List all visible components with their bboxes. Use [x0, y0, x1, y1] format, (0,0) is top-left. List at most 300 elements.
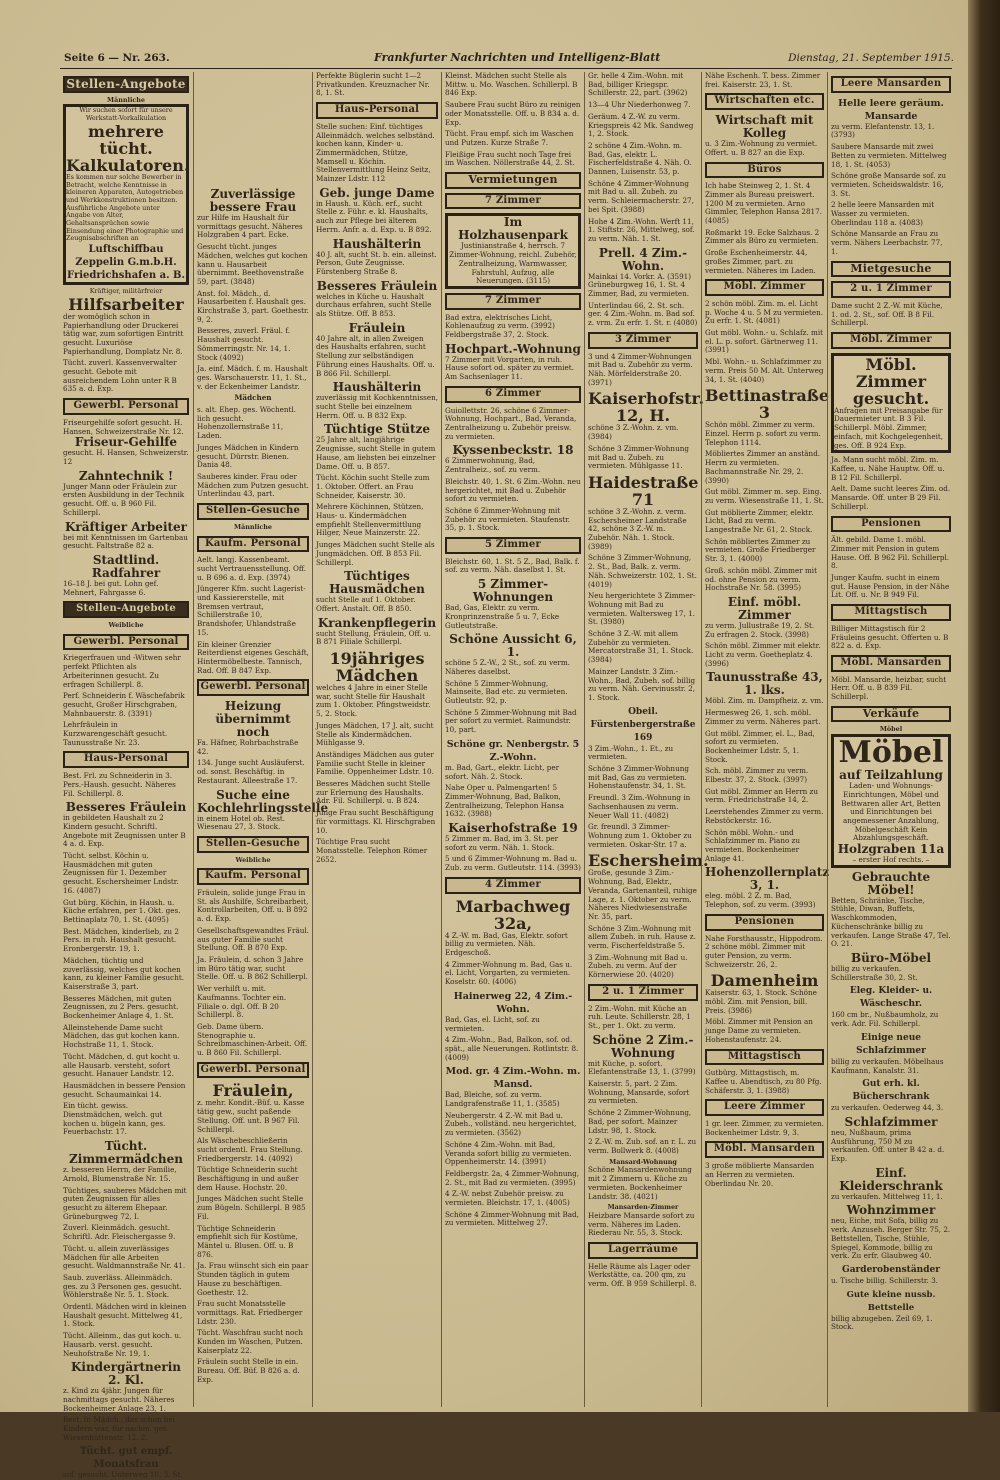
ad [588, 630, 698, 665]
ad-text: Frau sucht Monatsstelle vormittags. Rat. Friedberger Ldstr. 230. [197, 1299, 303, 1326]
section-heading-verkaeufe: Verkäufe [831, 706, 951, 723]
ad-text: Schöne 4 Zim.-Wohn. mit Bad, Veranda sofort billig zu vermieten. Oppenheimerstr. 14. (3991) [445, 1139, 572, 1167]
ad-text: Ich habe Steinweg 2, 1. St. 4 Zimmer als Bureau preiswert. 1200 M zu vermieten. Arno Gimmler, Telephon Hansa 2817. (4085) [705, 181, 822, 226]
ad [197, 927, 309, 953]
column-7 [827, 72, 954, 1407]
ad [588, 823, 698, 849]
ad-body: m. Bad, Gart., elektr. Licht, per sofort. Näh. 2. Stock. [445, 762, 560, 781]
ad [197, 406, 309, 441]
ad-body: z. Kind zu 4jähr. Jungen für nachmittags gesucht. Näheres Bockenheimer Anlage 23, 1. [63, 1386, 175, 1413]
ad [705, 538, 824, 564]
ad-text: Gut möblierte Zimmer, elektr. Licht, Bad zu verm. Langestraße Nr. 61, 2. Stock. [705, 507, 814, 535]
section-heading-stellen-gesuche: Stellen-Gesuche [197, 503, 309, 520]
ad [445, 1112, 581, 1138]
ad [197, 1300, 309, 1326]
ad-text: Schöne 4 Zimmer-Wohnung mit Bad u. all. Zubeh. zu verm. Schleiermacherstr. 27, bei Spit. (3988) [588, 178, 694, 214]
ad-text: Guiollettstr. 26, schöne 6 Zimmer-Wohnung, Hochpart., Bad, Veranda, Zentralheizung u. Zubehör preisw. zu vermieten. [445, 405, 577, 441]
ad [588, 389, 705, 442]
ad-text: Gr. helle 4 Zim.-Wohn. mit Bad, billiger Kriegspr. Schillerstr. 22, part. (3962) [588, 71, 688, 98]
ad [63, 721, 189, 747]
ad [831, 1116, 951, 1164]
ad [197, 1137, 309, 1163]
ad-title: Tüchtiges Hausmädchen [329, 569, 425, 597]
ad [63, 1245, 189, 1271]
ad-title: Gebrauchte Möbel! [851, 869, 931, 897]
ad-body: 7 Zimmer mit Vorgarten, in ruh. Hause sofort od. später zu vermiet. Am Sachsenlager 11. [445, 354, 574, 382]
ad-title: Tücht. gut empf. Monatsfrau [79, 1446, 173, 1471]
ad-text: Zuverl. Kleinmädch. gesucht. Schriftl. Adr. Fleischergasse 9. [63, 1223, 176, 1242]
ad [316, 123, 438, 184]
ad [63, 654, 189, 689]
ad [197, 327, 309, 362]
ad-text: 2 helle leere Mansarden mit Wasser zu vermieten. Oberlindau 118 a. (4083) [831, 200, 935, 227]
ad [831, 676, 951, 702]
column-5 [584, 71, 709, 1407]
ad [588, 1109, 698, 1135]
ad-body: Es kommen nur solche Bewerber in Betracht, welche Kenntnisse in kleineren Apparaten, Autogetrieben und Werkkonstruktionen besitzen. Ausführliche Angebote unter Angabe von Alter, Gehaltsansprüchen sowie Einsendung einer Photographie und Zeugnisabschriften an [66, 172, 184, 243]
ad-text: 13—4 Uhr Niederhonweg 7. [588, 100, 691, 110]
ad-moebl-zimmer-gesucht [831, 353, 951, 454]
ad-title: Zuverlässige bessere Frau [209, 187, 297, 214]
ad [445, 822, 581, 852]
ad-text: Gesucht tücht. junges Mädchen, welches gut kochen kann u. Hausarbeit übernimmt. Beethovenstraße 59, part. (3848) [197, 242, 308, 286]
ad [63, 359, 189, 394]
ad-title: Eleg. Kleider- u. Wäscheschr. [849, 986, 933, 1010]
ad [705, 788, 824, 805]
ad [588, 1080, 698, 1106]
ad-text: Tüchtige Frau sucht Monatsstelle. Telephon Römer 2652. [316, 837, 428, 864]
ad [588, 706, 698, 762]
ad-text: Möbl. Mansarde, heizbar, sucht Herr. Off. u. B 839 Fil. Schillerpl. [831, 674, 947, 702]
ad-body: in gebildeten Haushalt zu 2 Kindern gesucht. Schriftl. Angebote mit Zeugnissen unter B 4 a. d. Exp. [63, 813, 186, 849]
subsection-mansard-wohnung: Mansard-Wohnung [609, 1157, 677, 1166]
ad [831, 536, 951, 571]
section-heading-2-u-1-zimmer: 2 u. 1 Zimmer [831, 281, 951, 298]
ad-text: Schöne Mansardenwohnung mit 2 Zimmern u. Küche zu vermieten. Bockenheimer Landstr. 38. (4021) [588, 1165, 692, 1201]
section-heading-2-u-1-zimmer: 2 u. 1 Zimmer [588, 984, 698, 1001]
ad-text: Besseres, zuverl. Fräul. f. Haushalt gesucht. Sömmerringstr. Nr. 14, 1. Stock (4092) [197, 326, 291, 362]
section-heading-stellen-angebote-2: Stellen-Angebote [63, 601, 189, 618]
ad [197, 1358, 309, 1384]
subsection-mansarden-zimmer: Mansarden-Zimmer [607, 1203, 679, 1212]
ad-text: 2 Z.-W. m. Zub. sof. an r. L. zu verm. Bollwerk 8. (4008) [588, 1137, 697, 1155]
ad [705, 509, 824, 535]
ad-hilfsarbeiter [63, 288, 189, 356]
section-heading-mittagstisch: Mittagstisch [831, 604, 951, 621]
ad-text: Ja. Frau wünscht sich ein paar Stunden täglich in gutem Hause zu beschäftigen. Goethestr. 12. [197, 1261, 309, 1297]
ad-text: Best. Mädchen, kinderlieb, zu 2 Pers. in ruh. Haushalt gesucht. Eronbergerstr. 19, 1. [63, 926, 179, 954]
ad [831, 952, 951, 982]
ad-text: Feldbergstr. 2a, 4 Zimmer-Wohnung, 2. St., mit Bad zu vermieten. (3995) [445, 1168, 579, 1187]
ad-text: Bleichstr. 60, 1. St. 5 Z., Bad, Balk. f. sof. zu verm. Näh. daselbst 1. St. [445, 556, 580, 575]
ad-text: 2 Zim.-Wohn. mit Küche an ruh. Leute. Schillerstr. 28, 1 St., per 1. Okt. zu verm. [588, 1003, 691, 1030]
ad-moebel-teilzahlung [831, 734, 951, 868]
ad-title: Kaiserhofstraße 19 [448, 821, 578, 836]
section-heading-3-zimmer: 3 Zimmer [588, 332, 698, 349]
ad-text: Helle Räume als Lager oder Werkstätte, ca. 200 qm, zu verm. Off. B 959 Schillerpl. 8. [588, 1261, 697, 1289]
ad [705, 249, 824, 275]
ad [63, 692, 189, 718]
ad [445, 1036, 581, 1062]
ad [705, 1069, 824, 1095]
ad [445, 1211, 581, 1228]
ad [197, 188, 309, 240]
ad-title: Schlafzimmer [844, 1114, 938, 1129]
ad-text: Schöne 3 Zimmer-Wohnung mit Bad u. Zubeh. zu vermieten. Mühlgasse 11. [588, 443, 689, 471]
section-heading-gewerbl: Gewerbl. Personal [63, 398, 189, 415]
ad [588, 765, 698, 791]
ad-text: Saubere Mansarde mit zwei Betten zu vermieten. Mittelweg 18, 1. St. (4053) [831, 142, 947, 169]
ad [63, 419, 189, 467]
ad [588, 218, 698, 244]
ad-text: Aelt. langj. Kassenbeamt. sucht Vertrauensstellung. Off. u. B 696 a. d. Exp. (3974) [197, 555, 307, 582]
ad [588, 554, 698, 589]
ad [705, 300, 824, 326]
ad-text: Nahe Oper u. Palmengarten! 5 Zimmer-Wohnung, Bad, Balkon, Zentralheizung, Telephon Hansa 1632. (3988) [445, 783, 564, 819]
ad-body: neu, Eiche, mit Sofa, billig zu verk. Anzuseh. Berger Str. 75, 2. Bettstellen, Tische, Stühle, Spiegel, Kommode, billig zu verk. Zu erfr. Glaubweg 40. [831, 1216, 951, 1261]
ad [197, 641, 309, 676]
ad-text: Fräulein, solide junge Frau in St. als Aushilfe, Schreibarbeit, Kontrollarbeiten, Off. u. B 892 a. d. Exp. [197, 888, 309, 924]
ad [705, 829, 824, 864]
ad-zeppelin [63, 104, 189, 285]
ad-text: Stelle suchen: Einf. tüchtiges Alleinmädch. welches selbständ. kochen kann, Kinder- u. Zimmermädchen, Stütze, Mamsell u. Köchin. Stellenvermittlung Heinz Seitz, Mainzer Ldstr. 112 [316, 121, 435, 184]
ad [445, 898, 581, 958]
ad [316, 617, 438, 647]
section-heading-7-zimmer: 7 Zimmer [445, 193, 581, 210]
ad [445, 633, 581, 676]
ad-body: sof. gesucht. Unterweg 10, 3. St. [63, 1470, 183, 1480]
ad-text: Kleinst. Mädchen sucht Stelle als Mittw. u. Mo. Waschen. Schillerpl. B 846 Exp. [445, 71, 578, 98]
ad [316, 238, 438, 277]
ad-title: Garderobenständer [842, 1264, 940, 1275]
issue-date: Dienstag, 21. September 1915. [788, 52, 954, 64]
ad-text: Schöne 2 Zimmer-Wohnung, Bad, per sofort. Mainzer Ldstr. 98, 1. Stock. [588, 1108, 692, 1135]
column-4 [441, 72, 584, 1407]
ad-title: Kyssenbeckstr. 18 [452, 443, 574, 458]
ad [197, 1225, 309, 1260]
ad [197, 700, 309, 756]
ad-text: Mbl. Wohn.- u. Schlafzimmer zu verm. Preis 50 M. Alt. Unterweg 34, 1. St. (4040) [705, 357, 824, 384]
ad-text: Tücht. u. allein zuverlässiges Mädchen für alle Arbeiten gesucht. Waldmannstraße Nr. 41. [63, 1243, 186, 1271]
ad-text: Gut möbl. Zimmer m. sep. Eing. zu verm. Wiesenstraße 11, 1. St. [705, 487, 824, 505]
ad-text: Tücht. Waschfrau sucht noch Kunden im Waschen, Putzen. Kaiserplatz 22. [197, 1328, 303, 1355]
ad-title: Bettinastraße 3 [705, 386, 830, 423]
ad-body: zu verkaufen. Mittelweg 11, 1. [831, 1191, 943, 1201]
ad-title: Möbel [838, 735, 944, 771]
ad [197, 473, 309, 499]
section-heading-moebl-mansarden: Möbl. Mansarden [831, 655, 951, 672]
ad-title: Eschersheim. [588, 851, 709, 871]
section-heading-moebl-mansarden: Möbl. Mansarden [705, 1141, 824, 1158]
ad [63, 1445, 189, 1480]
ad [705, 767, 824, 784]
ad [445, 709, 581, 735]
section-heading-mittagstisch: Mittagstisch [705, 1049, 824, 1066]
ad [831, 143, 951, 169]
ad-text: Groß. schön möbl. Zimmer mit od. ohne Pension zu verm. Hochstraße Nr. 58. (3995) [705, 565, 817, 593]
ad [63, 801, 189, 849]
ad [588, 1263, 698, 1289]
ad-text: Mainzer Landstr. 3 Zim.-Wohn., Bad, Zubeh. sof. billig zu verm. Näh. Gervinusstr. 2, 1. Stock. [588, 666, 696, 702]
ad [445, 961, 581, 987]
ad-text: Perf. Schneiderin f. Wäschefabrik gesucht, Großer Hirschgraben, Mahnbauerstr. 8. (3391) [63, 691, 185, 718]
ad [831, 985, 951, 1028]
section-heading-leere-zimmer: Leere Zimmer [705, 1099, 824, 1116]
ad [63, 899, 189, 925]
ad-title: Besseres Fräulein [65, 800, 187, 815]
newspaper-title: Frankfurter Nachrichten und Intelligenz-Blatt [374, 51, 661, 64]
ad [316, 650, 438, 719]
ad [588, 851, 709, 921]
ad-title: Einf. Kleiderschrank [839, 1165, 943, 1193]
ad [588, 247, 698, 299]
ad-text: Tücht. Frau empf. sich im Waschen und Putzen. Kurze Straße 7. [445, 129, 574, 147]
ad [588, 1138, 698, 1155]
ad [831, 456, 951, 482]
ad [445, 1190, 581, 1207]
ad [705, 935, 824, 970]
ad [63, 852, 189, 896]
ad [831, 1204, 951, 1261]
ad-text: Ja. Fräulein, d. schon 3 Jahre im Büro tätig war, sucht Stelle. Off. u. B 862 Schillerpl. [197, 955, 308, 982]
ad-text: 4 Z.-W. nebst Zubehör preisw. zu vermieten. Bleichstr. 17, 1. (4005) [445, 1189, 570, 1208]
ad-title: Zahntechnik ! [78, 468, 174, 483]
ad-title: Einige neue Schlafzimmer [856, 1032, 926, 1056]
ad-text: Möbliertes Zimmer an anständ. Herrn zu vermieten. Bachmannstraße Nr. 29, 2. (3990) [705, 449, 821, 485]
ad [588, 1005, 698, 1031]
ad [197, 1262, 309, 1297]
ad-text: Große Eschenheimerstr. 44, großes Zimmer, part. zu vermieten. Näheres im Laden. [705, 248, 816, 275]
ad [197, 585, 309, 637]
ad [197, 394, 309, 403]
ad-text: Tüchtige Schneiderin sucht Beschäftigung in und außer dem Hause. Hochstr. 20. [197, 1165, 299, 1192]
ad [63, 1274, 189, 1300]
ad-text: Schöne 5 Zimmer-Wohnung mit Bad per sofort zu vermiet. Raimundstr. 10, part. [445, 707, 577, 735]
ad-title: Heizung übernimmt noch [215, 699, 291, 740]
ad-text: Gut möbl. Zimmer an Herrn zu verm. Friedrichstraße 14, 2. [705, 786, 818, 805]
ad-text: Tüchtige Schneiderin empfiehlt sich für Kostüme, Mäntel u. Blusen. Off. u. B 876. [197, 1223, 298, 1259]
ad-body: Große, gesunde 3 Zim.-Wohnung, Bad, Elektr., Veranda, Gartenanteil, ruhige Lage, z. 1. Oktober zu verm. Näheres Niedwiesenstraße Nr. 35, part. [588, 868, 697, 921]
ad-text: Best. fr. Mädch., das schon bei Kindern war, für nachm. ges. Wiesenhüttenstr. 12. 2. [63, 1415, 175, 1442]
ad-title: Haidestraße 71 [588, 472, 699, 509]
ad [705, 329, 824, 355]
ad [197, 1023, 309, 1058]
ad-text: Schöne 3 Zimmer-Wohnung, 2. St., Bad, Balk. z. verm. Näh. Schweizerstr. 102, 1. St. (4019) [588, 553, 697, 589]
ad [831, 97, 951, 140]
ad-title: Mädchen [234, 393, 272, 403]
section-heading-5-zimmer: 5 Zimmer [445, 537, 581, 554]
subsection-moebel: Möbel [879, 725, 903, 734]
ad [316, 423, 438, 471]
ad-body: z. besseren Herrn, der Familie, Arnold, Blumenstraße Nr. 15. [63, 1165, 177, 1183]
ad-title: Schöne gr. Nenbergstr. 5 Z.-Wohn. [446, 738, 580, 763]
ad-text: Anst. fol. Mädch., d. Hausarbeiten f. Haushalt ges. Kirchstraße 3, part. Goethestr. 9, 2. [197, 288, 309, 324]
ad [588, 954, 698, 980]
ad-text: Junges Mädchen, 17 J. alt, sucht Stelle als Kindermädchen. Mühlgasse 9. [316, 720, 434, 748]
section-heading-wirtschaften: Wirtschaften etc. [705, 93, 824, 110]
ad-title: Damenheim [710, 971, 819, 991]
ad-intro: Wir suchen sofort für unsere Werkstatt-Vorkalkulation [79, 106, 173, 123]
ad-title: Obeil. Fürstenbergerstraße 169 [590, 706, 696, 743]
ad [705, 450, 824, 485]
section-heading-stellen-gesuche-2: Stellen-Gesuche [197, 836, 309, 853]
ad-text: Dame sucht 2 Z.-W. mit Küche, 1. od. 2. St., sof. Off. B 8 Fil. Schillerpl. [831, 300, 943, 328]
ad [705, 596, 824, 639]
ad-body: zu verm. Jullustraße 19, 2. St. Zu erfragen 2. Stock. (3998) [705, 620, 815, 639]
ad [63, 521, 189, 551]
ad-body: sucht Stelle auf 1. Oktober. Offert. Anstalt. Off. B 850. [316, 595, 416, 613]
ad-text: Hermesweg 26, 1. sch. möbl. Zimmer zu verm. Näheres part. [705, 708, 821, 726]
ad [705, 1018, 824, 1044]
section-heading-7-zimmer-2: 7 Zimmer [445, 293, 581, 310]
ad-text: 3 große möblierte Mansarden an Herren zu vermieten. Oberlindau Nr. 20. [705, 1161, 815, 1188]
ad-body: zu verm. Elefantenstr. 13, 1. (3793) [831, 121, 935, 140]
ad-text: Unterlindau 66, 2. St. sch. ger. 4 Zim.-Wohn. m. Bad sof. z. vrm. Zu erfr. 1. St. r. (4080) [588, 300, 698, 328]
ad [831, 230, 951, 256]
ad-pre: Kräftiger, militärfreier [89, 287, 163, 296]
ad-text: Gutbürg. Mittagstisch, m. Kaffee u. Abendtisch, zu 80 Pfg. Schäferstr. 3, 1. (3988) [705, 1068, 822, 1095]
ad-title: Tücht. Zimmermädchen [69, 1139, 183, 1167]
section-heading-mietgesuche: Mietgesuche [831, 261, 951, 278]
ad [588, 180, 698, 215]
ad-text: 1 gr. leer. Zimmer, zu vermieten. Bockenheimer Ldstr. 9, 3. [705, 1119, 824, 1137]
section-heading-gewerbl-2: Gewerbl. Personal [63, 634, 189, 651]
ad [831, 201, 951, 227]
ad-title: 19jähriges Mädchen [329, 649, 425, 686]
ad-text: Heizbare Mansarde sofort zu verm. Näheres im Laden. Riederau Nr. 55, 3. Stock. [588, 1210, 695, 1238]
section-heading-6-zimmer: 6 Zimmer [445, 386, 581, 403]
ad-text: Ordentl. Mädchen wird in kleinen Haushalt gesucht. Mittelweg 41, 1. Stock. [63, 1302, 187, 1329]
ad-text: Tücht. zuverl. Kassenverwalter gesucht. Gebote mit ausreichendem Lohn unter R B 635 a. d. Exp. [63, 358, 177, 394]
ad [588, 1166, 698, 1201]
ad-title: Marbachweg 32a, [455, 896, 571, 933]
ad [316, 541, 438, 567]
ad [445, 407, 581, 442]
ad [63, 1024, 189, 1050]
ad-title: Mod. gr. 4 Zim.-Wohn. m. Mansd. [445, 1066, 581, 1091]
ad-text: Schön möbl. Zimmer mit elektr. Licht zu verm. Goetheplatz 4. (3996) [705, 641, 821, 668]
ad-body: in einem Hotel ob. Rest. Wiesenau 27, 3. Stock. [197, 813, 286, 832]
ad-text: Schöne 3 Zim.-Wohnung mit allem Zubeh. in ruh. Hause z. verm. Fischerfeldstraße 5. [588, 923, 696, 951]
ad [588, 142, 698, 177]
ad-text: Roßmarkt 19. Ecke Salzhaus. 2 Zimmer als Büro zu vermieten. [705, 227, 820, 246]
ad-text: Best. Frl. zu Schneiderin in 3. Pers.-Haush. gesucht. Näheres Fil. Schillerpl. 8. [63, 771, 176, 798]
ad-body: Laden- und Wohnungs-Einrichtungen, Möbel und Bettwaren aller Art, Betten und Einrichtungen bei angemessener Anzahlung, Möbelgeschäft Kein Abzahlungsgeschäft. [841, 781, 941, 843]
ad [445, 1065, 581, 1108]
section-heading-kaufm-2: Kaufm. Personal [197, 868, 309, 885]
page-header [64, 52, 954, 68]
ad [63, 1082, 189, 1099]
ad-title: mehrere tücht. Kalkulatoren. [66, 121, 190, 175]
ad-text: Friseurgehilfe sofort gesucht. H. Hansen, Schweizerstraße Nr. 12. [63, 417, 184, 436]
ad [197, 290, 309, 325]
ad-body: zu verkaufen. Oederweg 44, 3. [831, 1103, 944, 1113]
ad [197, 243, 309, 287]
ad [831, 625, 951, 651]
ad-text: Als Wäschebeschließerin sucht ordentl. Frau Stellung. Friedbergerstr. 14. (4092) [197, 1136, 303, 1163]
ad-subtitle: auf Teilzahlung [839, 768, 943, 783]
ad [705, 386, 830, 447]
ad [445, 855, 581, 872]
ad-text: Sch. möbl. Zimmer zu verm. Elbestr. 37, 2. Stock. (3997) [705, 766, 809, 785]
ad-text: Tücht. Köchin sucht Stelle zum 1. Oktober. Offert. an Frau Schneider, Kaiserstr. 30. [316, 473, 430, 500]
ad-text: Junger Kaufm. sucht in einem gut. Hause Pension, in der Nähe Lit. Off. u. Nr. B 949 Fil. [831, 573, 950, 600]
subsection-maennliche: Männliche [107, 95, 145, 104]
section-heading-haus-personal: Haus-Personal [63, 751, 189, 768]
ad-title: Kräftiger Arbeiter [64, 519, 188, 534]
ad-title: Friseur-Gehilfe [74, 435, 178, 450]
ad [588, 592, 698, 627]
ad [705, 229, 824, 246]
ad [705, 642, 824, 668]
ad [197, 759, 309, 785]
ad [63, 1053, 189, 1079]
section-heading-moebl-zimmer: Möbl. Zimmer [705, 279, 824, 296]
ad [705, 730, 824, 765]
ad [588, 445, 698, 471]
section-heading-vermietungen: Vermietungen [445, 172, 581, 189]
ad [445, 130, 581, 147]
ad-body: gesucht. H. Hansen, Schweizerstr. 12 [63, 448, 189, 466]
ad-body: Justinianstraße 4, herrsch. 7 Zimmer-Wohnung, reichl. Zubehör, Zentralheizung, Warmwasser, Fahrstuhl, Aufzug, alle Neuerungen. (3115) [449, 241, 577, 286]
ad-text: Tücht. Mädchen, d. gut kocht u. alle Hausarb. versteht, sofort gesucht. Hanauer Landstr. 12. [63, 1051, 180, 1079]
ad-title: Gut erh. kl. Bücherschrank [852, 1079, 930, 1103]
ad-title: Helle leere geräum. Mansarde [838, 97, 944, 122]
ad-title: Kindergärtnerin 2. Kl. [70, 1360, 182, 1388]
ad-body: u. 3 Zim.-Wohnung zu vermiet. Offert. u. B 827 an die Exp. [705, 139, 818, 157]
section-heading-stellen-angebote: Stellen-Angebote [63, 76, 189, 93]
ad [63, 1303, 189, 1329]
ad-title: Taunusstraße 43, 1. lks. [706, 670, 823, 698]
ad-text: Tücht. selbst. Köchin u. Hausmädchen mit guten Zeugnissen für 1. Dezember gesucht. Eschersheimer Lndstr. 16. (4087) [63, 851, 179, 895]
ad-text: 3 und 4 Zimmer-Wohnungen mit Bad u. Zubehör zu verm. Näh. Mörfelderstraße 20. (3971) [588, 351, 693, 387]
section-heading-gewerbl-3: Gewerbl. Personal [197, 1062, 309, 1079]
ad [705, 709, 824, 726]
ad-title: Haushälterin [332, 380, 422, 395]
ad [445, 738, 581, 781]
ad-body: zur Hilfe im Haushalt für vormittags gesucht. Näheres Holzgraben 4 part. Ecke. [197, 213, 303, 240]
ad-text: Schöne 5 Zimmer-Wohnung, Mainseite, Bad etc. zu vermieten. Gutleutstr. 92, p. [445, 678, 568, 706]
ad [588, 113, 698, 139]
ad-title: Büro-Möbel [850, 951, 932, 965]
ad-text: Perfekte Büglerin sucht 1—2 Privatkunden. Kreuznacher Nr. 8, 1. St. [316, 71, 430, 98]
ad-body: Bad, Gas, el. Licht, sof. zu vermieten. [445, 1014, 540, 1033]
ad-title: Hainerweg 22, 4 Zim.-Wohn. [453, 990, 573, 1015]
ad-text: Anständiges Mädchen aus guter Familie sucht Stelle in kleiner Familie. Oppenheimer Ldstr. 10. [316, 749, 434, 777]
ad-title: Wirtschaft mit Kolleg [715, 113, 814, 141]
ad [316, 474, 438, 500]
ad-text: Nahe Forsthausstr., Hippodrom. 2 schöne möbl. Zimmer mit guter Pension, zu verm. Schweizerstr. 26, 2. [705, 933, 823, 969]
column-1 [60, 72, 192, 1480]
ad-body: Fa. Häfner, Rohrbachstraße 42. [197, 738, 299, 756]
ad-address: Holzgraben 11a [837, 842, 945, 857]
ad-text: Freundl. 3 Zim.-Wohnung in Sachsenhausen zu verm. Neuer Wall 11. (4082) [588, 793, 691, 820]
ad [63, 470, 189, 518]
page-number: Seite 6 — Nr. 263. [64, 52, 170, 64]
ad-body: Bad, Gas, Elektr. zu verm. Kronprinzenstraße 5 u. 7, Ecke Gutleutstraße. [445, 603, 560, 630]
ad-firm: Luftschiffbau Zeppelin G.m.b.H. Friedrichshafen a. B. [67, 244, 185, 282]
ad-title: Im Holzhausenpark [458, 215, 568, 243]
ad [63, 995, 189, 1021]
ad-body: 40 Jahre alt, in allen Zweigen des Haushalts erfahren, sucht Stellung zur selbständigen Führung eines Haushalts. Off. u. B 866 Fil. Schillerpl. [316, 333, 435, 378]
ad [316, 322, 438, 379]
ad-body: billig zu verkaufen. Möbelhaus Kaufmann, Kanalstr. 31. [831, 1056, 944, 1075]
ad-title: Geb. junge Dame [319, 185, 435, 200]
ad-text: Junge Frau sucht Beschäftigung für vormittags. Kl. Hirschgraben 10. [316, 808, 436, 835]
ad [705, 488, 824, 505]
ad-title: Fräulein, [212, 1081, 294, 1101]
ad-body: u. Tische billig. Schillerstr. 3. [831, 1275, 938, 1285]
